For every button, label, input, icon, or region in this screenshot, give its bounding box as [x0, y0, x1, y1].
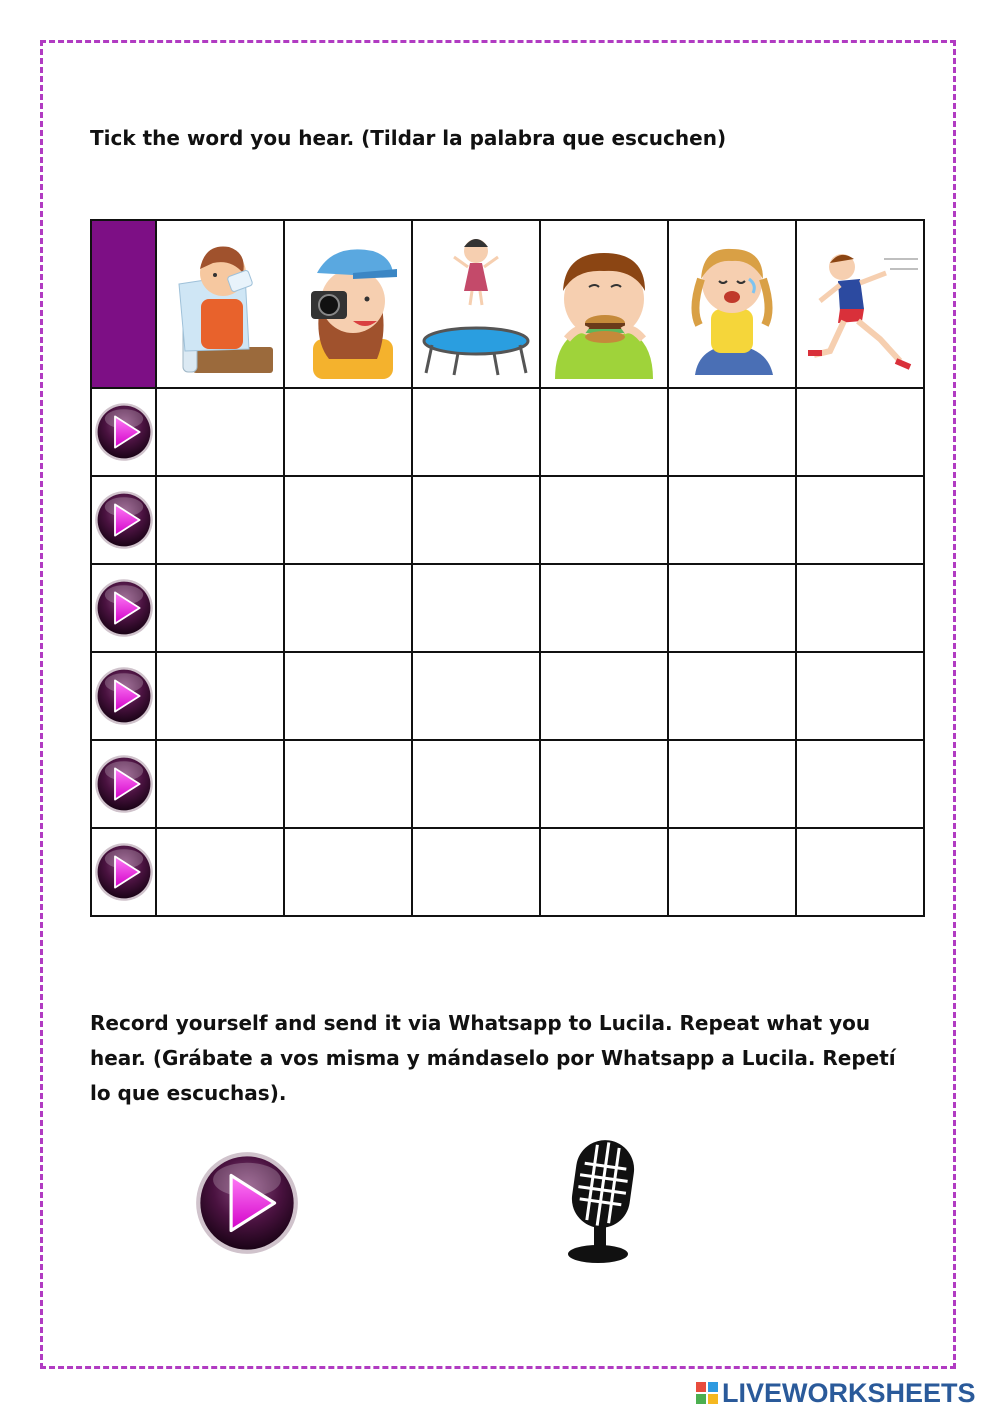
answer-cell[interactable] [412, 476, 540, 564]
answer-cell[interactable] [284, 652, 412, 740]
camera-icon [293, 229, 403, 379]
answer-cell[interactable] [796, 476, 924, 564]
answer-cell[interactable] [284, 388, 412, 476]
answer-cell[interactable] [412, 652, 540, 740]
answer-cell[interactable] [156, 652, 284, 740]
run-icon [800, 229, 920, 379]
brand-logo-icon [696, 1382, 718, 1404]
answer-cell[interactable] [668, 740, 796, 828]
answer-cell[interactable] [540, 828, 668, 916]
row-4-play-cell [91, 652, 156, 740]
answer-cell[interactable] [540, 388, 668, 476]
row-1-play-cell [91, 388, 156, 476]
instruction-tick: Tick the word you hear. (Tildar la palabra que escuchen) [90, 126, 727, 150]
answer-cell[interactable] [668, 388, 796, 476]
liveworksheets-brand [696, 1378, 976, 1408]
play-button-5[interactable] [94, 754, 154, 814]
answer-cell[interactable] [796, 564, 924, 652]
answer-cell[interactable] [412, 828, 540, 916]
answer-cell[interactable] [156, 828, 284, 916]
answer-cell[interactable] [668, 652, 796, 740]
picture-cell-eat [540, 220, 668, 388]
answer-cell[interactable] [796, 740, 924, 828]
instruction-record: Record yourself and send it via Whatsapp to Lucila. Repeat what you hear. (Grábate a vos misma y mándaselo por Whatsapp a Lucila. Repetí lo que escuchas). [90, 1011, 896, 1105]
row-5-play-cell [91, 740, 156, 828]
play-button-1[interactable] [94, 402, 154, 462]
picture-cell-drink [156, 220, 284, 388]
answer-row-5 [91, 740, 924, 828]
answer-row-1 [91, 388, 924, 476]
play-button-3[interactable] [94, 578, 154, 638]
row-2-play-cell [91, 476, 156, 564]
answer-cell[interactable] [540, 652, 668, 740]
answer-cell[interactable] [156, 740, 284, 828]
answer-row-2 [91, 476, 924, 564]
listening-grid [90, 219, 925, 917]
play-button-main[interactable] [194, 1150, 300, 1256]
microphone-icon[interactable] [562, 1138, 638, 1266]
answer-row-3 [91, 564, 924, 652]
answer-cell[interactable] [412, 388, 540, 476]
picture-cell-cry [668, 220, 796, 388]
answer-cell[interactable] [796, 828, 924, 916]
answer-row-4 [91, 652, 924, 740]
answer-cell[interactable] [284, 476, 412, 564]
cry-icon [677, 229, 787, 379]
answer-cell[interactable] [412, 740, 540, 828]
brand-text: LIVEWORKSHEETS [722, 1377, 976, 1408]
drink-icon [165, 229, 275, 379]
answer-cell[interactable] [668, 564, 796, 652]
answer-cell[interactable] [668, 476, 796, 564]
answer-cell[interactable] [284, 740, 412, 828]
answer-cell[interactable] [668, 828, 796, 916]
row-3-play-cell [91, 564, 156, 652]
picture-cell-camera [284, 220, 412, 388]
answer-cell[interactable] [156, 564, 284, 652]
answer-cell[interactable] [796, 388, 924, 476]
play-button-6[interactable] [94, 842, 154, 902]
grid-corner [91, 220, 156, 388]
answer-cell[interactable] [284, 828, 412, 916]
answer-cell[interactable] [540, 564, 668, 652]
eat-icon [549, 229, 659, 379]
picture-cell-jump [412, 220, 540, 388]
answer-cell[interactable] [284, 564, 412, 652]
row-6-play-cell [91, 828, 156, 916]
answer-row-6 [91, 828, 924, 916]
answer-cell[interactable] [540, 740, 668, 828]
play-button-2[interactable] [94, 490, 154, 550]
answer-cell[interactable] [540, 476, 668, 564]
jump-icon [418, 229, 534, 379]
answer-cell[interactable] [156, 388, 284, 476]
picture-row [91, 220, 924, 388]
answer-cell[interactable] [412, 564, 540, 652]
play-button-4[interactable] [94, 666, 154, 726]
picture-cell-run [796, 220, 924, 388]
answer-cell[interactable] [796, 652, 924, 740]
answer-cell[interactable] [156, 476, 284, 564]
